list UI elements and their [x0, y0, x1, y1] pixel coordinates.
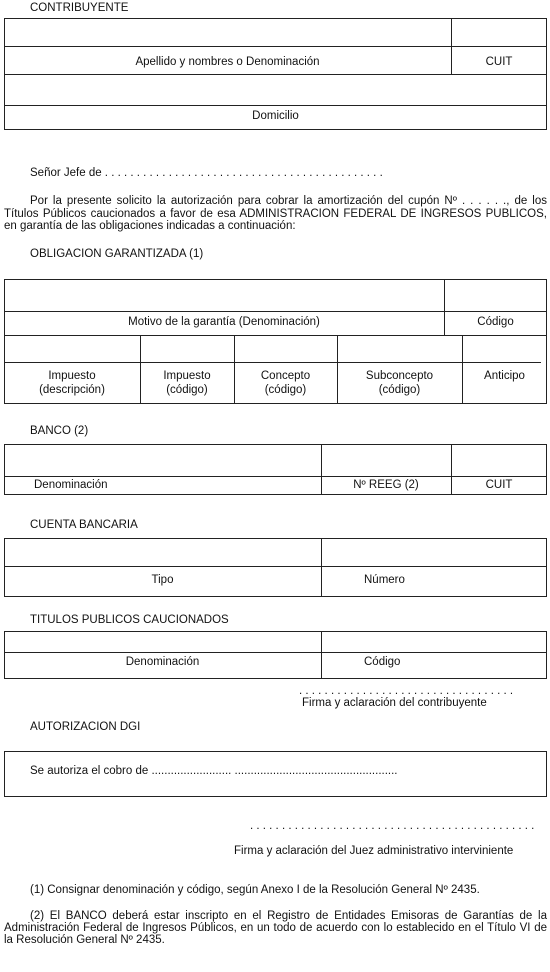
firma-juez-label: Firma y aclaración del Juez administrativo interviniente: [234, 845, 514, 857]
numero-label: Número: [364, 574, 405, 586]
col-impuesto-desc: Impuesto: [48, 370, 96, 382]
domicilio-label: Domicilio: [252, 110, 299, 122]
col-impuesto-cod-sub: (código): [166, 384, 208, 396]
banco-line: [4, 476, 547, 477]
contribuyente-line: [4, 105, 547, 106]
obligacion-line: [4, 311, 547, 312]
tipo-label: Tipo: [151, 574, 174, 586]
footnote-1: (1) Consignar denominación y código, según Anexo I de la Resolución General Nº 2435.: [30, 884, 480, 896]
col-concepto-sub: (código): [264, 384, 307, 396]
titulos-codigo-label: Código: [364, 656, 401, 668]
cuenta-heading: CUENTA BANCARIA: [30, 519, 138, 531]
autorizacion-text: Se autoriza el cobro de ......................... ...................................................: [30, 765, 398, 777]
titulos-divider: [321, 631, 322, 679]
titulos-line: [4, 652, 547, 653]
col-subconcepto-sub: (código): [378, 384, 421, 396]
banco-cuit-label: CUIT: [485, 479, 513, 491]
motivo-label: Motivo de la garantía (Denominación): [128, 316, 320, 328]
cuenta-box: [4, 538, 547, 597]
titulos-heading: TITULOS PUBLICOS CAUCIONADOS: [30, 614, 229, 626]
contribuyente-line: [4, 74, 547, 75]
firma-contribuyente-dots: . . . . . . . . . . . . . . . . . . . . . . . . . . . . . . . . . .: [299, 685, 514, 697]
contribuyente-heading: CONTRIBUYENTE: [30, 2, 129, 14]
obligacion-line: [4, 362, 541, 363]
nreeg-label: Nº REEG (2): [353, 479, 419, 491]
apellido-label: Apellido y nombres o Denominación: [135, 56, 320, 68]
footnote-2: (2) El BANCO deberá estar inscripto en el Registro de Entidades Emisoras de Garantías de la Administración Federal de Ingresos Públicos, en un todo de acuerdo con lo establecido en el Título VI de la Resolución General Nº 2435.: [4, 910, 547, 946]
letter-body: Por la presente solicito la autorización para cobrar la amortización del cupón Nº . . . . . ., de los Títulos Públicos caucionados a favor de esa ADMINISTRACION FEDERAL DE INGRESOS PUBLICOS, en garantía de las obligaciones indicadas a continuación:: [4, 195, 547, 232]
codigo-label: Código: [477, 316, 514, 328]
col-anticipo: Anticipo: [484, 370, 525, 382]
salutation: Señor Jefe de . . . . . . . . . . . . . . . . . . . . . . . . . . . . . . . . . . . . . . . . . . . .: [30, 167, 383, 179]
firma-contribuyente-label: Firma y aclaración del contribuyente: [302, 697, 487, 709]
col-impuesto-desc-sub: (descripción): [39, 384, 105, 396]
contribuyente-line: [4, 46, 547, 47]
cuenta-divider: [321, 538, 322, 597]
banco-denominacion-label: Denominación: [34, 479, 108, 491]
autorizacion-heading: AUTORIZACION DGI: [30, 721, 141, 733]
cuenta-line: [4, 566, 547, 567]
cuit-label: CUIT: [485, 56, 513, 68]
col-subconcepto: Subconcepto: [365, 370, 434, 382]
obligacion-line: [4, 335, 547, 336]
banco-heading: BANCO (2): [30, 425, 89, 437]
col-impuesto-cod: Impuesto: [163, 370, 211, 382]
obligacion-heading: OBLIGACION GARANTIZADA (1): [30, 248, 204, 260]
titulos-denominacion-label: Denominación: [125, 656, 200, 668]
titulos-box: [4, 631, 547, 679]
col-concepto: Concepto: [260, 370, 311, 382]
firma-juez-dots: . . . . . . . . . . . . . . . . . . . . . . . . . . . . . . . . . . . . . . . . . . . . .: [250, 820, 535, 832]
